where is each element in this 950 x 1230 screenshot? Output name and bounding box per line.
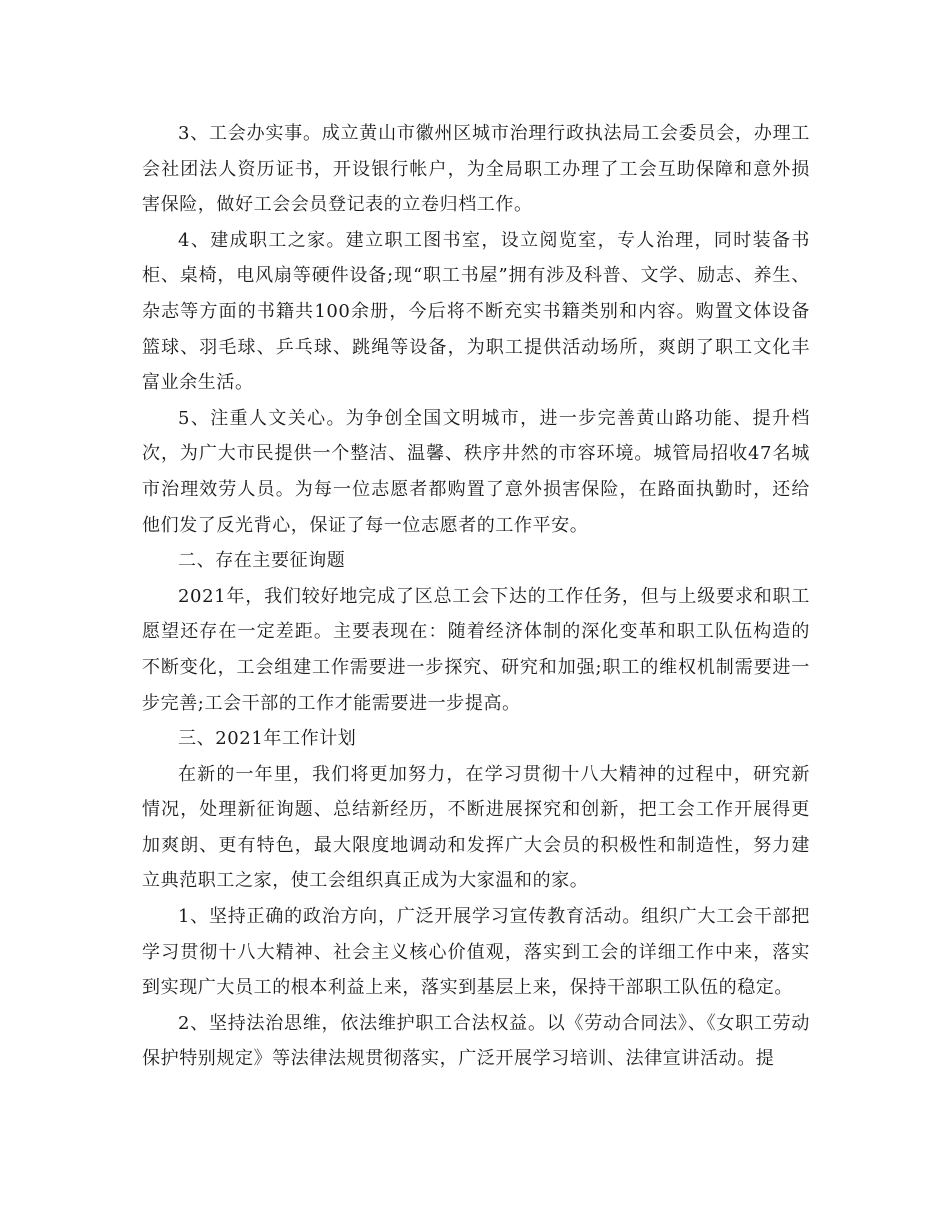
paragraph-rule-of-law: 2、坚持法治思维，依法维护职工合法权益。以《劳动合同法》、《女职工劳动保护特别规定》等法律法规贯彻落实，广泛开展学习培训、法律宣讲活动。提 [142, 1012, 810, 1070]
paragraph-union-services: 3、工会办实事。成立黄山市徽州区城市治理行政执法局工会委员会，办理工会社团法人资历证书，开设银行帐户，为全局职工办理了工会互助保障和意外损害保险，做好工会会员登记表的立卷归档工作。 [142, 123, 810, 216]
section-heading-work-plan: 三、2021年工作计划 [178, 728, 357, 750]
paragraph-political-direction: 1、坚持正确的政治方向，广泛开展学习宣传教育活动。组织广大工会干部把学习贯彻十八大精神、社会主义核心价值观，落实到工会的详细工作中来，落实到实现广大员工的根本利益上来，落实到基层上来，保持干部职工队伍的稳定。 [142, 906, 810, 999]
section-heading-problems: 二、存在主要征询题 [178, 550, 346, 572]
paragraph-problems: 2021年，我们较好地完成了区总工会下达的工作任务，但与上级要求和职工愿望还存在一定差距。主要表现在：随着经济体制的深化变革和职工队伍构造的不断变化，工会组建工作需要进一步探究、研究和加强;职工的维权机制需要进一步完善;工会干部的工作才能需要进一步提高。 [142, 585, 810, 714]
paragraph-work-plan-intro: 在新的一年里，我们将更加努力，在学习贯彻十八大精神的过程中，研究新情况，处理新征询题、总结新经历，不断进展探究和创新，把工会工作开展得更加爽朗、更有特色，最大限度地调动和发挥广大会员的积极性和制造性，努力建立典范职工之家，使工会组织真正成为大家温和的家。 [142, 763, 810, 892]
document-body [142, 116, 810, 1077]
paragraph-humanistic-care: 5、注重人文关心。为争创全国文明城市，进一步完善黄山路功能、提升档次，为广大市民提供一个整洁、温馨、秩序井然的市容环境。城管局招收47名城市治理效劳人员。为每一位志愿者都购置了意外损害保险，在路面执勤时，还给他们发了反光背心，保证了每一位志愿者的工作平安。 [142, 407, 810, 536]
paragraph-staff-home: 4、建成职工之家。建立职工图书室，设立阅览室，专人治理，同时装备书柜、桌椅，电风扇等硬件设备;现“职工书屋”拥有涉及科普、文学、励志、养生、杂志等方面的书籍共100余册，今后将不断充实书籍类别和内容。购置文体设备篮球、羽毛球、乒乓球、跳绳等设备，为职工提供活动场所，爽朗了职工文化丰富业余生活。 [142, 229, 810, 394]
